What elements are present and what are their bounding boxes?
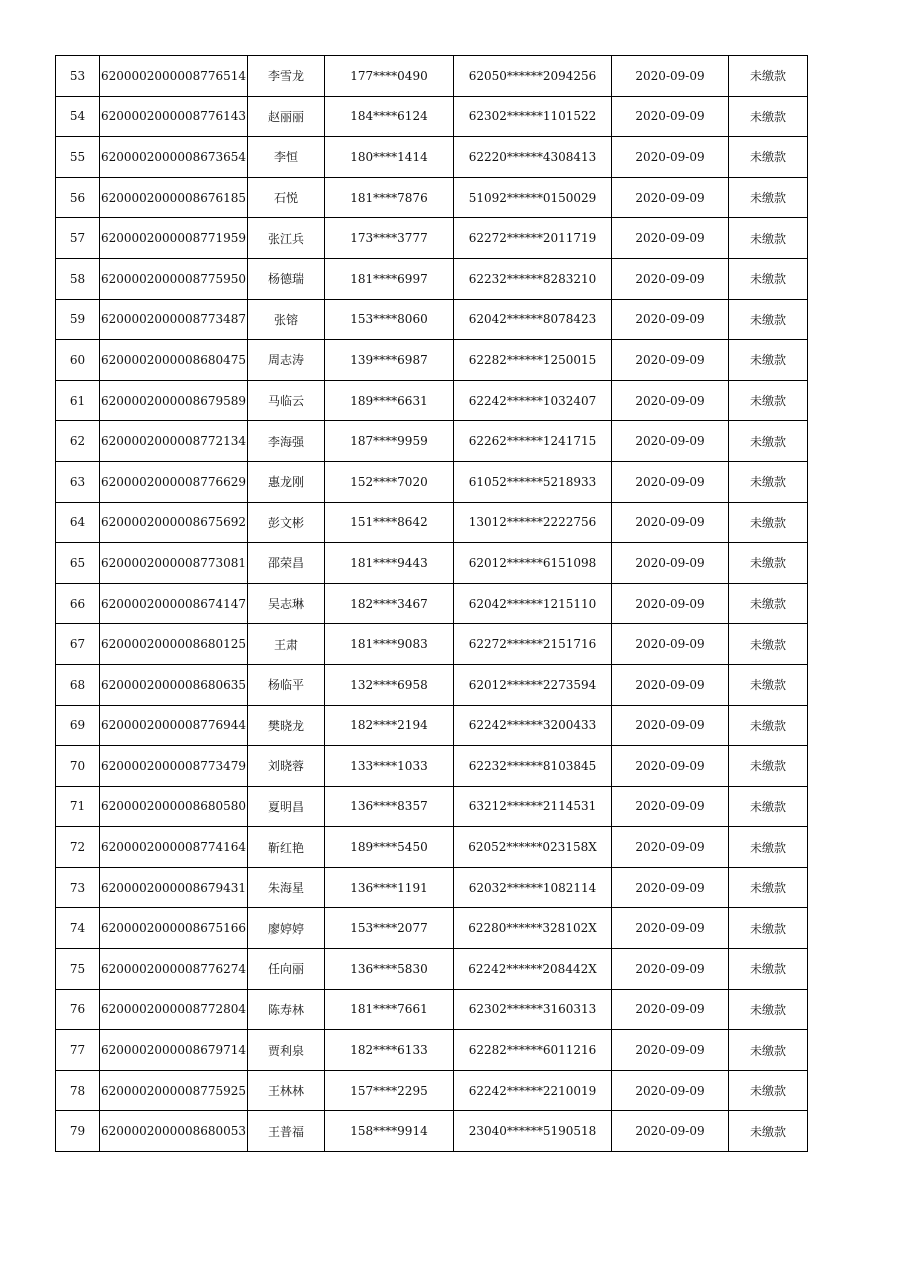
payment-status-cell: 未缴款 — [729, 137, 808, 178]
phone-number-cell: 182****2194 — [325, 705, 454, 746]
payment-status-cell: 未缴款 — [729, 746, 808, 787]
person-name-cell: 贾利泉 — [248, 1030, 325, 1071]
row-index-cell: 71 — [56, 786, 100, 827]
id-number-cell: 62302******1101522 — [454, 96, 612, 137]
row-index-cell: 70 — [56, 746, 100, 787]
table-row — [56, 664, 808, 705]
row-index-cell: 53 — [56, 56, 100, 97]
account-number-cell: 6200002000008776514 — [100, 56, 248, 97]
account-number-cell: 6200002000008773081 — [100, 543, 248, 584]
account-number-cell: 6200002000008680053 — [100, 1111, 248, 1152]
table-row — [56, 867, 808, 908]
id-number-cell: 62232******8283210 — [454, 258, 612, 299]
phone-number-cell: 132****6958 — [325, 664, 454, 705]
date-cell: 2020-09-09 — [612, 949, 729, 990]
account-number-cell: 6200002000008772804 — [100, 989, 248, 1030]
row-index-cell: 60 — [56, 340, 100, 381]
account-number-cell: 6200002000008679431 — [100, 867, 248, 908]
phone-number-cell: 177****0490 — [325, 56, 454, 97]
account-number-cell: 6200002000008679714 — [100, 1030, 248, 1071]
id-number-cell: 62272******2151716 — [454, 624, 612, 665]
person-name-cell: 任向丽 — [248, 949, 325, 990]
date-cell: 2020-09-09 — [612, 624, 729, 665]
id-number-cell: 62042******1215110 — [454, 583, 612, 624]
table-row — [56, 827, 808, 868]
row-index-cell: 61 — [56, 380, 100, 421]
payment-status-cell: 未缴款 — [729, 1030, 808, 1071]
table-row — [56, 56, 808, 97]
table-row — [56, 380, 808, 421]
phone-number-cell: 189****5450 — [325, 827, 454, 868]
payment-status-cell: 未缴款 — [729, 380, 808, 421]
person-name-cell: 彭文彬 — [248, 502, 325, 543]
person-name-cell: 陈寿林 — [248, 989, 325, 1030]
person-name-cell: 邵荣昌 — [248, 543, 325, 584]
id-number-cell: 62282******6011216 — [454, 1030, 612, 1071]
payment-status-cell: 未缴款 — [729, 867, 808, 908]
id-number-cell: 62012******6151098 — [454, 543, 612, 584]
table-row — [56, 908, 808, 949]
date-cell: 2020-09-09 — [612, 258, 729, 299]
phone-number-cell: 139****6987 — [325, 340, 454, 381]
person-name-cell: 王肃 — [248, 624, 325, 665]
payment-status-cell: 未缴款 — [729, 949, 808, 990]
date-cell: 2020-09-09 — [612, 908, 729, 949]
account-number-cell: 6200002000008675166 — [100, 908, 248, 949]
phone-number-cell: 157****2295 — [325, 1070, 454, 1111]
records-table-body — [56, 56, 808, 1152]
payment-status-cell: 未缴款 — [729, 299, 808, 340]
row-index-cell: 54 — [56, 96, 100, 137]
person-name-cell: 李恒 — [248, 137, 325, 178]
payment-status-cell: 未缴款 — [729, 827, 808, 868]
date-cell: 2020-09-09 — [612, 502, 729, 543]
id-number-cell: 62032******1082114 — [454, 867, 612, 908]
date-cell: 2020-09-09 — [612, 705, 729, 746]
id-number-cell: 62280******328102X — [454, 908, 612, 949]
table-row — [56, 421, 808, 462]
account-number-cell: 6200002000008680580 — [100, 786, 248, 827]
account-number-cell: 6200002000008776944 — [100, 705, 248, 746]
person-name-cell: 樊晓龙 — [248, 705, 325, 746]
date-cell: 2020-09-09 — [612, 177, 729, 218]
id-number-cell: 62282******1250015 — [454, 340, 612, 381]
id-number-cell: 62242******1032407 — [454, 380, 612, 421]
date-cell: 2020-09-09 — [612, 989, 729, 1030]
account-number-cell: 6200002000008774164 — [100, 827, 248, 868]
payment-status-cell: 未缴款 — [729, 1070, 808, 1111]
id-number-cell: 62302******3160313 — [454, 989, 612, 1030]
phone-number-cell: 187****9959 — [325, 421, 454, 462]
date-cell: 2020-09-09 — [612, 96, 729, 137]
payment-status-cell: 未缴款 — [729, 543, 808, 584]
person-name-cell: 杨德瑞 — [248, 258, 325, 299]
table-row — [56, 299, 808, 340]
date-cell: 2020-09-09 — [612, 664, 729, 705]
payment-status-cell: 未缴款 — [729, 461, 808, 502]
account-number-cell: 6200002000008776143 — [100, 96, 248, 137]
account-number-cell: 6200002000008772134 — [100, 421, 248, 462]
date-cell: 2020-09-09 — [612, 867, 729, 908]
payment-status-cell: 未缴款 — [729, 624, 808, 665]
person-name-cell: 夏明昌 — [248, 786, 325, 827]
table-row — [56, 705, 808, 746]
payment-status-cell: 未缴款 — [729, 705, 808, 746]
row-index-cell: 57 — [56, 218, 100, 259]
person-name-cell: 周志涛 — [248, 340, 325, 381]
date-cell: 2020-09-09 — [612, 746, 729, 787]
id-number-cell: 13012******2222756 — [454, 502, 612, 543]
table-row — [56, 989, 808, 1030]
account-number-cell: 6200002000008675692 — [100, 502, 248, 543]
phone-number-cell: 189****6631 — [325, 380, 454, 421]
phone-number-cell: 181****6997 — [325, 258, 454, 299]
id-number-cell: 62272******2011719 — [454, 218, 612, 259]
table-row — [56, 543, 808, 584]
id-number-cell: 62262******1241715 — [454, 421, 612, 462]
id-number-cell: 51092******0150029 — [454, 177, 612, 218]
phone-number-cell: 136****8357 — [325, 786, 454, 827]
person-name-cell: 张江兵 — [248, 218, 325, 259]
id-number-cell: 62012******2273594 — [454, 664, 612, 705]
phone-number-cell: 151****8642 — [325, 502, 454, 543]
payment-status-cell: 未缴款 — [729, 502, 808, 543]
payment-status-cell: 未缴款 — [729, 664, 808, 705]
phone-number-cell: 184****6124 — [325, 96, 454, 137]
table-row — [56, 502, 808, 543]
account-number-cell: 6200002000008679589 — [100, 380, 248, 421]
date-cell: 2020-09-09 — [612, 786, 729, 827]
account-number-cell: 6200002000008680475 — [100, 340, 248, 381]
account-number-cell: 6200002000008771959 — [100, 218, 248, 259]
person-name-cell: 李海强 — [248, 421, 325, 462]
account-number-cell: 6200002000008676185 — [100, 177, 248, 218]
row-index-cell: 75 — [56, 949, 100, 990]
table-row — [56, 96, 808, 137]
table-row — [56, 624, 808, 665]
phone-number-cell: 181****7876 — [325, 177, 454, 218]
row-index-cell: 64 — [56, 502, 100, 543]
table-row — [56, 1070, 808, 1111]
table-row — [56, 746, 808, 787]
person-name-cell: 石悦 — [248, 177, 325, 218]
table-row — [56, 1030, 808, 1071]
table-row — [56, 1111, 808, 1152]
date-cell: 2020-09-09 — [612, 827, 729, 868]
table-row — [56, 137, 808, 178]
account-number-cell: 6200002000008775925 — [100, 1070, 248, 1111]
payment-status-cell: 未缴款 — [729, 96, 808, 137]
id-number-cell: 62042******8078423 — [454, 299, 612, 340]
payment-status-cell: 未缴款 — [729, 1111, 808, 1152]
phone-number-cell: 182****6133 — [325, 1030, 454, 1071]
payment-status-cell: 未缴款 — [729, 989, 808, 1030]
row-index-cell: 74 — [56, 908, 100, 949]
row-index-cell: 69 — [56, 705, 100, 746]
payment-status-cell: 未缴款 — [729, 177, 808, 218]
row-index-cell: 68 — [56, 664, 100, 705]
account-number-cell: 6200002000008776274 — [100, 949, 248, 990]
id-number-cell: 62242******3200433 — [454, 705, 612, 746]
person-name-cell: 惠龙刚 — [248, 461, 325, 502]
payment-status-cell: 未缴款 — [729, 258, 808, 299]
account-number-cell: 6200002000008674147 — [100, 583, 248, 624]
id-number-cell: 62242******2210019 — [454, 1070, 612, 1111]
payment-status-cell: 未缴款 — [729, 218, 808, 259]
date-cell: 2020-09-09 — [612, 1070, 729, 1111]
table-row — [56, 461, 808, 502]
phone-number-cell: 153****2077 — [325, 908, 454, 949]
table-row — [56, 177, 808, 218]
table-row — [56, 786, 808, 827]
id-number-cell: 23040******5190518 — [454, 1111, 612, 1152]
phone-number-cell: 173****3777 — [325, 218, 454, 259]
date-cell: 2020-09-09 — [612, 1030, 729, 1071]
date-cell: 2020-09-09 — [612, 1111, 729, 1152]
table-row — [56, 258, 808, 299]
row-index-cell: 63 — [56, 461, 100, 502]
id-number-cell: 62220******4308413 — [454, 137, 612, 178]
person-name-cell: 吴志琳 — [248, 583, 325, 624]
date-cell: 2020-09-09 — [612, 380, 729, 421]
row-index-cell: 77 — [56, 1030, 100, 1071]
row-index-cell: 79 — [56, 1111, 100, 1152]
person-name-cell: 赵丽丽 — [248, 96, 325, 137]
person-name-cell: 杨临平 — [248, 664, 325, 705]
payment-status-cell: 未缴款 — [729, 421, 808, 462]
date-cell: 2020-09-09 — [612, 299, 729, 340]
row-index-cell: 58 — [56, 258, 100, 299]
date-cell: 2020-09-09 — [612, 218, 729, 259]
account-number-cell: 6200002000008775950 — [100, 258, 248, 299]
phone-number-cell: 136****1191 — [325, 867, 454, 908]
date-cell: 2020-09-09 — [612, 56, 729, 97]
phone-number-cell: 180****1414 — [325, 137, 454, 178]
row-index-cell: 59 — [56, 299, 100, 340]
payment-status-cell: 未缴款 — [729, 56, 808, 97]
phone-number-cell: 181****7661 — [325, 989, 454, 1030]
account-number-cell: 6200002000008680635 — [100, 664, 248, 705]
phone-number-cell: 158****9914 — [325, 1111, 454, 1152]
row-index-cell: 72 — [56, 827, 100, 868]
phone-number-cell: 182****3467 — [325, 583, 454, 624]
date-cell: 2020-09-09 — [612, 583, 729, 624]
account-number-cell: 6200002000008773479 — [100, 746, 248, 787]
person-name-cell: 刘晓蓉 — [248, 746, 325, 787]
payment-status-cell: 未缴款 — [729, 340, 808, 381]
person-name-cell: 王普福 — [248, 1111, 325, 1152]
phone-number-cell: 152****7020 — [325, 461, 454, 502]
date-cell: 2020-09-09 — [612, 340, 729, 381]
payment-status-cell: 未缴款 — [729, 786, 808, 827]
records-table — [55, 55, 808, 1152]
table-row — [56, 583, 808, 624]
account-number-cell: 6200002000008680125 — [100, 624, 248, 665]
row-index-cell: 78 — [56, 1070, 100, 1111]
date-cell: 2020-09-09 — [612, 543, 729, 584]
table-row — [56, 218, 808, 259]
account-number-cell: 6200002000008776629 — [100, 461, 248, 502]
account-number-cell: 6200002000008673654 — [100, 137, 248, 178]
table-row — [56, 949, 808, 990]
id-number-cell: 63212******2114531 — [454, 786, 612, 827]
row-index-cell: 66 — [56, 583, 100, 624]
account-number-cell: 6200002000008773487 — [100, 299, 248, 340]
row-index-cell: 62 — [56, 421, 100, 462]
payment-status-cell: 未缴款 — [729, 583, 808, 624]
person-name-cell: 马临云 — [248, 380, 325, 421]
person-name-cell: 靳红艳 — [248, 827, 325, 868]
id-number-cell: 62242******208442X — [454, 949, 612, 990]
row-index-cell: 73 — [56, 867, 100, 908]
phone-number-cell: 136****5830 — [325, 949, 454, 990]
phone-number-cell: 181****9443 — [325, 543, 454, 584]
row-index-cell: 67 — [56, 624, 100, 665]
person-name-cell: 李雪龙 — [248, 56, 325, 97]
row-index-cell: 55 — [56, 137, 100, 178]
date-cell: 2020-09-09 — [612, 421, 729, 462]
phone-number-cell: 133****1033 — [325, 746, 454, 787]
payment-status-cell: 未缴款 — [729, 908, 808, 949]
person-name-cell: 王林林 — [248, 1070, 325, 1111]
row-index-cell: 76 — [56, 989, 100, 1030]
date-cell: 2020-09-09 — [612, 137, 729, 178]
person-name-cell: 朱海星 — [248, 867, 325, 908]
row-index-cell: 65 — [56, 543, 100, 584]
phone-number-cell: 153****8060 — [325, 299, 454, 340]
person-name-cell: 廖婷婷 — [248, 908, 325, 949]
date-cell: 2020-09-09 — [612, 461, 729, 502]
id-number-cell: 61052******5218933 — [454, 461, 612, 502]
person-name-cell: 张镕 — [248, 299, 325, 340]
table-row — [56, 340, 808, 381]
phone-number-cell: 181****9083 — [325, 624, 454, 665]
id-number-cell: 62052******023158X — [454, 827, 612, 868]
id-number-cell: 62232******8103845 — [454, 746, 612, 787]
id-number-cell: 62050******2094256 — [454, 56, 612, 97]
row-index-cell: 56 — [56, 177, 100, 218]
